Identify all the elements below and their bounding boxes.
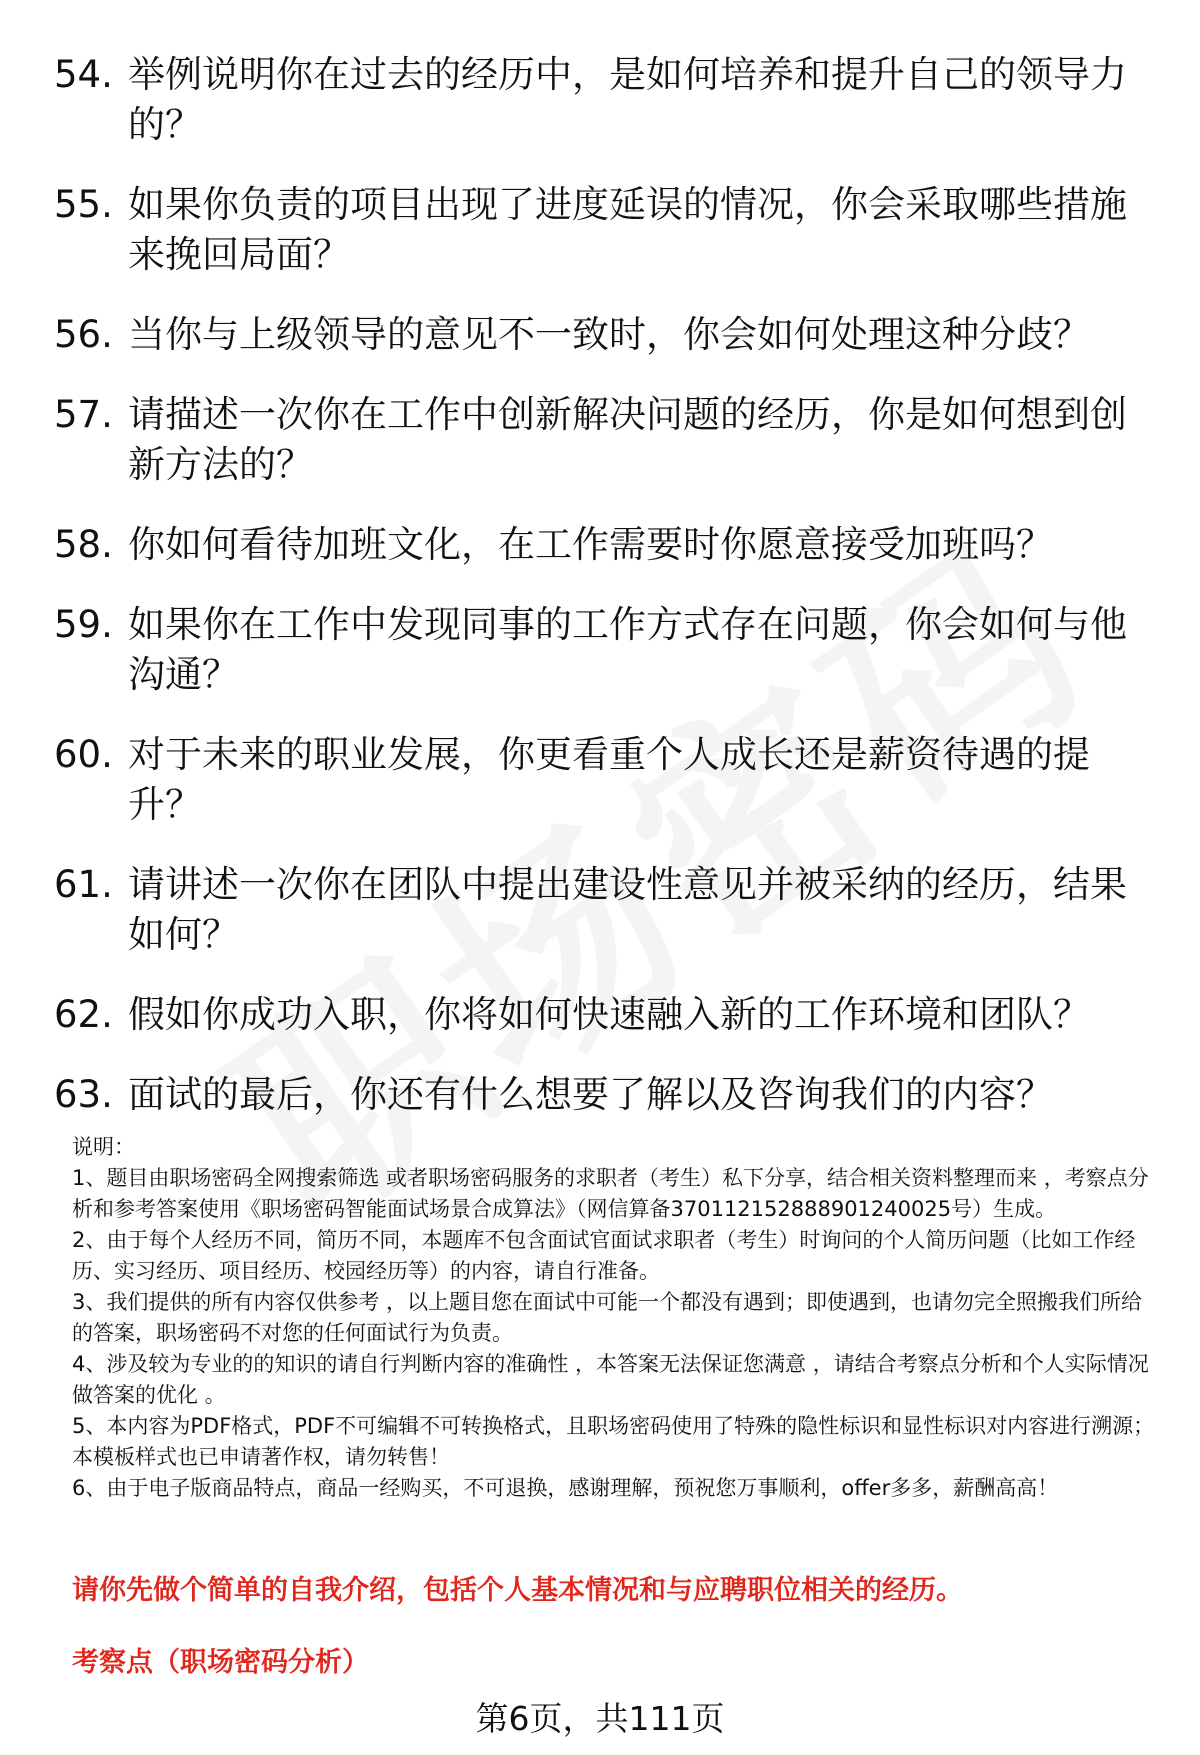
question-item [0, 520, 1200, 570]
question-text: 如果你在工作中发现同事的工作方式存在问题，你会如何与他沟通？ [128, 603, 1127, 696]
question-item [0, 310, 1200, 360]
question-number: 56. [54, 313, 113, 356]
question-number: 63. [54, 1073, 113, 1116]
question-text: 你如何看待加班文化，在工作需要时你愿意接受加班吗？ [128, 523, 1053, 566]
question-number: 55. [54, 183, 113, 226]
question-item [0, 860, 1200, 960]
page-footer: 第6页，共111页 [475, 1699, 725, 1738]
question-number: 60. [54, 733, 113, 776]
question-item [0, 1070, 1200, 1120]
question-text: 假如你成功入职，你将如何快速融入新的工作环境和团队？ [128, 993, 1090, 1036]
question-text: 对于未来的职业发展，你更看重个人成长还是薪资待遇的提升？ [128, 733, 1090, 826]
note-item: 2、由于每个人经历不同，简历不同，本题库不包含面试官面试求职者（考生）时询问的个人简历问题（比如工作经历、实习经历、项目经历、校园经历等）的内容，请自行准备。 [72, 1228, 1136, 1283]
question-text: 举例说明你在过去的经历中，是如何培养和提升自己的领导力的？ [128, 53, 1127, 146]
question-number: 58. [54, 523, 113, 566]
question-text: 当你与上级领导的意见不一致时，你会如何处理这种分歧？ [128, 313, 1090, 356]
question-number: 59. [54, 603, 113, 646]
notes-section [72, 1132, 1162, 1504]
question-item [0, 50, 1200, 150]
question-item [0, 730, 1200, 830]
question-number: 61. [54, 863, 113, 906]
note-item: 5、本内容为PDF格式，PDF不可编辑不可转换格式，且职场密码使用了特殊的隐性标识和显性标识对内容进行溯源；本模板样式也已申请著作权，请勿转售！ [72, 1414, 1155, 1469]
question-list [0, 50, 1200, 1150]
note-item: 4、涉及较为专业的的知识的请自行判断内容的准确性 ，本答案无法保证您满意 ，请结合考察点分析和个人实际情况做答案的优化 。 [72, 1352, 1149, 1407]
highlighted-question: 请你先做个简单的自我介绍，包括个人基本情况和与应聘职位相关的经历。 [72, 1575, 963, 1606]
question-number: 62. [54, 993, 113, 1036]
question-text: 面试的最后，你还有什么想要了解以及咨询我们的内容？ [128, 1073, 1053, 1116]
question-item [0, 600, 1200, 700]
question-number: 57. [54, 393, 113, 436]
note-item: 1、题目由职场密码全网搜索筛选 或者职场密码服务的求职者（考生）私下分享，结合相关资料整理而来 ，考察点分析和参考答案使用《职场密码智能面试场景合成算法》（网信算备370112152888901240025号）生成。 [72, 1166, 1149, 1221]
note-item: 3、我们提供的所有内容仅供参考 ，以上题目您在面试中可能一个都没有遇到；即使遇到，也请勿完全照搬我们所给的答案，职场密码不对您的任何面试行为负责。 [72, 1290, 1143, 1345]
question-item [0, 990, 1200, 1040]
question-item [0, 390, 1200, 490]
section-heading: 考察点（职场密码分析） [72, 1647, 369, 1678]
notes-heading: 说明： [72, 1135, 135, 1159]
question-text: 请描述一次你在工作中创新解决问题的经历，你是如何想到创新方法的？ [128, 393, 1127, 486]
question-number: 54. [54, 53, 113, 96]
note-item: 6、由于电子版商品特点，商品一经购买，不可退换，感谢理解，预祝您万事顺利，offer多多，薪酬高高！ [72, 1476, 1059, 1500]
question-text: 请讲述一次你在团队中提出建设性意见并被采纳的经历，结果如何？ [128, 863, 1127, 956]
question-item [0, 180, 1200, 280]
question-text: 如果你负责的项目出现了进度延误的情况，你会采取哪些措施来挽回局面？ [128, 183, 1127, 276]
